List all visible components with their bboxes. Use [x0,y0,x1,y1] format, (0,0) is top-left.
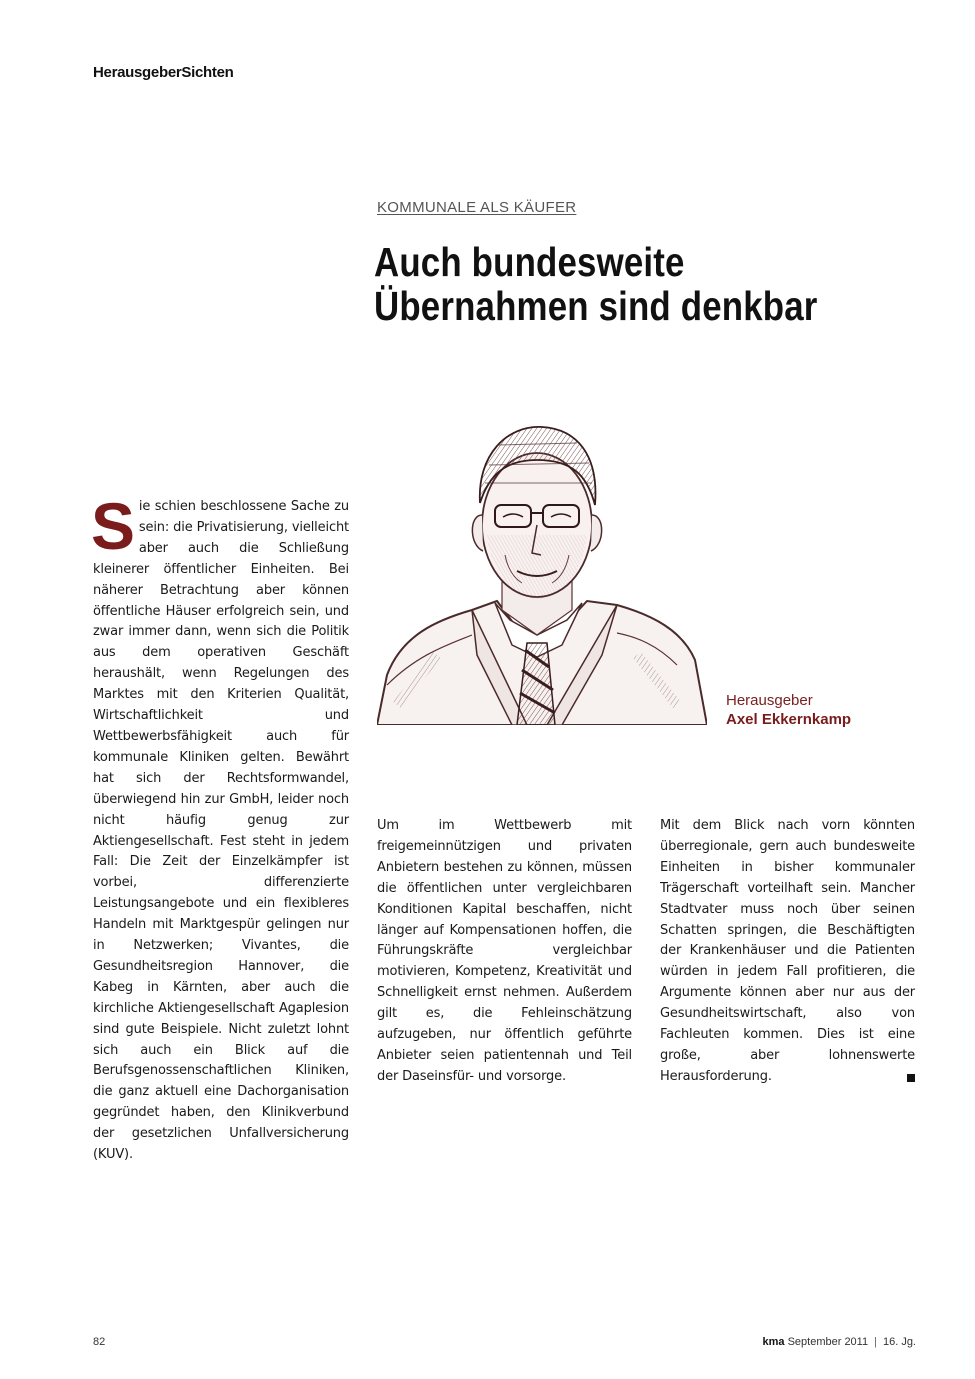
column-1-text: ie schien beschlossene Sache zu sein: die Privatisierung, vielleicht aber auch die Schließung kleinerer öffentlicher Einheiten. Bei näherer Betrachtung aber können öffentliche Häuser erfolgreich sein, und zwar immer dann, wenn sich die Politik aus dem operativen Geschäft heraushält, wenn Regelungen des Marktes mit den Kriterien Qualität, Wirtschaftlichkeit und Wettbewerbsfähigkeit auch für kommunale Kliniken gelten. Bewährt hat sich der Rechtsformwandel, überwiegend hin zur GmbH, leider noch nicht häufig genug zur Aktiengesellschaft. Fest steht in jedem Fall: Die Zeit der Einzelkämpfer ist vorbei, differenzierte Leistungsangebote und ein flexibleres Handeln mit Marktgespür gelingen nur in Netzwerken; Vivantes, die Gesundheitsregion Hannover, die Kabeg in Kärnten, aber auch die kirchliche Aktiengesellschaft Agaplesion sind gute Beispiele. Nicht zuletzt lohnt sich auch ein Blick auf die Berufsgenossenschaftlichen Kliniken, die ganz aktuell eine Dachorganisation gegründet haben, den Klinikverbund der gesetzlichen Unfallversicherung (KUV). [93,499,349,1163]
drop-cap: S [91,489,135,563]
page-number: 82 [93,1336,106,1348]
footer-issue-info [762,1336,916,1348]
article-column-3 [660,816,915,1088]
section-heading: HerausgeberSichten [93,64,234,81]
column-3-text: Mit dem Blick nach vorn könnten überregionale, gern auch bundesweite Einheiten in bisher kommunaler Trägerschaft vorteilhaft sein. Mancher Stadtvater muss noch über seinen Schatten springen, die Beschäftigten der Krankenhäuser und die Patienten würden in jedem Fall profitieren, die Argumente können aber nur aus der Gesundheitswirtschaft, also von Fachleuten kommen. Dies ist eine große, aber lohnenswerte Herausforderung. [660,818,915,1084]
caption-role: Herausgeber [726,692,813,709]
footer-separator: | [874,1336,877,1348]
article-column-2 [377,816,632,1088]
caption-name: Axel Ekkernkamp [726,711,852,728]
headline-line-1: Auch bundesweite [374,239,685,285]
portrait-sketch [377,405,707,725]
column-2-text: Um im Wettbewerb mit freigemeinnützigen und privaten Anbietern bestehen zu können, müssen die öffentlichen unter vergleichbaren Konditionen Kapital beschaffen, nicht länger auf Kompensationen hoffen, die Führungskräfte vergleichbar motivieren, Kompetenz, Kreativität und Schnelligkeit ernst nehmen. Außerdem gilt es, die Fehleinschätzung aufzugeben, nur öffentlich geführte Anbieter seien patientennah und Teil der Daseinsfür- und vorsorge. [377,818,632,1084]
headline-line-2: Übernahmen sind denkbar [374,283,818,329]
article-column-1 [91,489,349,1166]
magazine-brand: kma [762,1336,785,1348]
article-kicker: KOMMUNALE ALS KÄUFER [377,199,577,216]
volume: 16. Jg. [882,1336,916,1348]
end-of-article-icon [907,1074,915,1082]
issue-date: September 2011 [787,1336,869,1348]
article-headline [374,240,850,328]
portrait-caption [726,691,851,729]
publisher-portrait [377,405,707,725]
